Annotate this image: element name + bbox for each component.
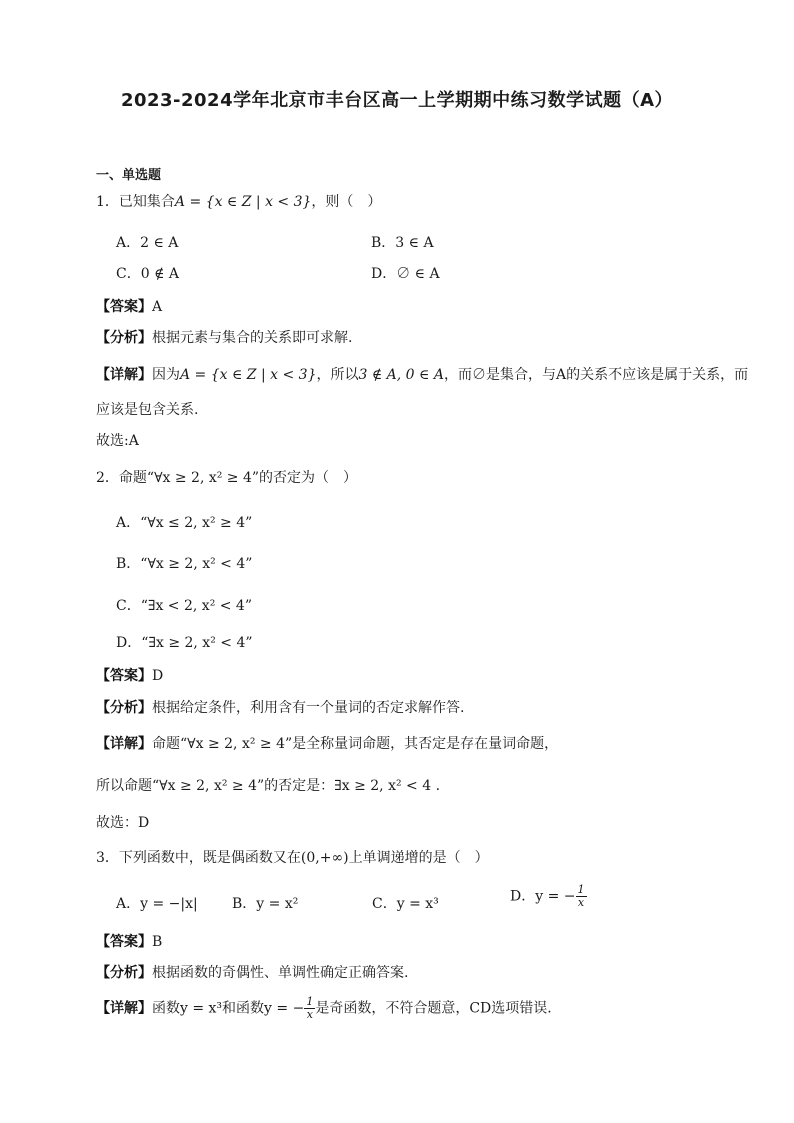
detail-relation: 3 ∉ A, 0 ∈ A: [358, 367, 444, 383]
question-1-stem-tail: ，则（ ）: [311, 194, 382, 210]
question-1-analysis: [96, 328, 352, 348]
question-1-stem: [96, 192, 381, 212]
question-3-stem: 3．下列函数中，既是偶函数又在(0,+∞)上单调递增的是（ ）: [96, 850, 489, 866]
question-3-option-b: B．y = x²: [232, 896, 299, 912]
question-2-analysis: [96, 698, 464, 718]
analysis-tag: 【分析】: [96, 965, 152, 981]
question-2-option-c: C．“∃x < 2, x² < 4”: [116, 598, 253, 614]
answer-tag: 【答案】: [96, 934, 152, 950]
question-1-option-b: B．3 ∈ A: [371, 235, 434, 251]
detail-text: ，而∅是集合，与A的关系不应该是属于关系，而: [443, 367, 749, 383]
answer-value: D: [152, 668, 164, 684]
question-2-conclusion: 故选：D: [96, 815, 150, 831]
question-1-set: A = {x ∈ Z | x < 3}: [174, 194, 312, 210]
question-3-option-c: C．y = x³: [372, 896, 439, 912]
question-3-option-a: A．y = −|x|: [116, 896, 198, 912]
fraction-denominator: x: [577, 896, 585, 909]
question-1-answer: [96, 297, 162, 317]
answer-tag: 【答案】: [96, 668, 152, 684]
answer-value: A: [152, 299, 163, 315]
fraction: [304, 996, 315, 1021]
question-2-stem: 2．命题“∀x ≥ 2, x² ≥ 4”的否定为（ ）: [96, 470, 358, 486]
question-1-option-a: A．2 ∈ A: [116, 235, 179, 251]
detail-tag: 【详解】: [96, 1000, 152, 1017]
detail-set: A = {x ∈ Z | x < 3}: [180, 367, 317, 383]
page-title: 2023-2024学年北京市丰台区高一上学期期中练习数学试题（A）: [120, 90, 674, 111]
fraction-denominator: x: [306, 1008, 313, 1021]
analysis-tag: 【分析】: [96, 700, 152, 716]
analysis-text: 根据给定条件，利用含有一个量词的否定求解作答.: [152, 700, 465, 716]
question-2-answer: [96, 666, 163, 686]
option-d-text: D．y = −: [510, 888, 576, 905]
question-1-option-d: D．∅ ∈ A: [371, 266, 440, 282]
analysis-text: 根据元素与集合的关系即可求解.: [152, 330, 353, 346]
question-2-option-a: A．“∀x ≤ 2, x² ≥ 4”: [116, 515, 253, 531]
question-1-detail-line2: 应该是包含关系.: [96, 402, 199, 418]
question-3-option-d: [510, 884, 587, 909]
question-1-option-c: C．0 ∉ A: [116, 266, 179, 282]
question-3-answer: [96, 932, 162, 952]
question-3-detail: [96, 996, 552, 1021]
question-3-analysis: [96, 963, 408, 983]
analysis-text: 根据函数的奇偶性、单调性确定正确答案.: [152, 965, 409, 981]
section-heading: 一、单选题: [96, 168, 162, 183]
question-2-option-d: D．“∃x ≥ 2, x² < 4”: [116, 635, 253, 651]
fraction: [576, 884, 587, 909]
question-1-stem-text: 1．已知集合: [96, 194, 175, 210]
analysis-tag: 【分析】: [96, 330, 152, 346]
detail-tag: 【详解】: [96, 367, 152, 383]
answer-tag: 【答案】: [96, 299, 152, 315]
question-2-detail: [96, 734, 558, 754]
detail-text: 因为: [152, 367, 180, 383]
answer-value: B: [152, 934, 163, 950]
detail-text: 是奇函数，不符合题意，CD选项错误.: [315, 1000, 552, 1017]
detail-text: 函数y = x³和函数y = −: [152, 1000, 305, 1017]
detail-text: 命题“∀x ≥ 2, x² ≥ 4”是全称量词命题，其否定是存在量词命题，: [152, 736, 559, 752]
fraction-numerator: 1: [577, 883, 585, 896]
question-1-conclusion: 故选:A: [96, 433, 139, 449]
detail-text: ，所以: [316, 367, 359, 383]
fraction-numerator: 1: [306, 995, 314, 1008]
question-2-option-b: B．“∀x ≥ 2, x² < 4”: [116, 556, 253, 572]
detail-tag: 【详解】: [96, 736, 152, 752]
question-1-detail: [96, 365, 748, 385]
question-2-detail-line2: 所以命题“∀x ≥ 2, x² ≥ 4”的否定是：∃x ≥ 2, x² < 4 .: [96, 778, 441, 794]
